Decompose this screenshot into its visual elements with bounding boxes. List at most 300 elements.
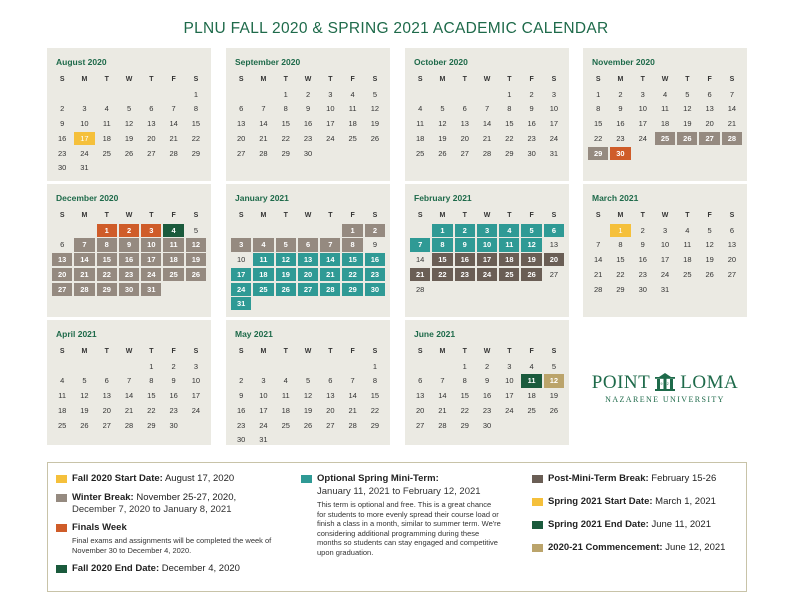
weekday-label: S <box>372 76 378 83</box>
weekday-label: F <box>350 76 355 83</box>
day-cell: 15 <box>147 391 156 401</box>
day-cell: 19 <box>683 119 692 129</box>
day-cell: 16 <box>616 119 625 129</box>
weekday-label: S <box>551 76 557 83</box>
day-cell: 23 <box>365 268 385 281</box>
day-cell: 17 <box>231 268 251 281</box>
day-cell: 21 <box>348 405 357 415</box>
day-cell: 17 <box>638 119 647 129</box>
legend-winter-label: Winter Break: <box>72 492 134 503</box>
day-cell: 24 <box>231 283 251 296</box>
empty-cell <box>141 88 161 101</box>
day-cell: 10 <box>236 255 246 265</box>
day-cell: 26 <box>186 268 206 281</box>
day-cell: 14 <box>320 253 340 266</box>
weekday-label: W <box>483 212 491 219</box>
day-cell: 7 <box>440 376 445 386</box>
day-cell: 26 <box>124 148 134 158</box>
day-cell: 2 <box>239 376 244 386</box>
weekday-label: T <box>104 212 109 219</box>
day-cell: 12 <box>370 104 380 114</box>
legend-mini-term <box>301 473 501 485</box>
day-cell: 15 <box>432 253 452 266</box>
day-cell: 13 <box>326 391 335 401</box>
day-cell: 30 <box>365 283 385 296</box>
day-cell: 9 <box>484 376 490 386</box>
weekday-label: W <box>125 212 133 219</box>
legend-swatch-end <box>56 565 67 573</box>
legend-swatch-mini <box>301 475 312 483</box>
month-title: August 2020 <box>56 57 107 67</box>
empty-cell <box>455 88 475 101</box>
day-cell: 25 <box>415 148 425 158</box>
day-cell: 31 <box>660 284 670 294</box>
day-cell: 26 <box>677 132 697 145</box>
day-cell: 29 <box>505 148 514 158</box>
day-cell: 18 <box>281 405 290 415</box>
legend-finals-label: Finals Week <box>72 522 127 533</box>
day-cell: 13 <box>52 253 72 266</box>
weekday-label: F <box>707 212 712 219</box>
day-cell: 4 <box>104 104 109 114</box>
day-cell: 24 <box>191 405 201 415</box>
day-cell: 10 <box>259 391 268 401</box>
legend-swatch-spring-start <box>532 498 543 506</box>
weekday-header <box>409 345 565 359</box>
day-cell: 28 <box>74 283 94 296</box>
day-cell: 23 <box>482 405 492 415</box>
weekday-label: F <box>171 212 176 219</box>
legend-winter-break <box>56 492 281 504</box>
day-cell: 31 <box>231 297 251 310</box>
day-cell: 14 <box>348 391 357 401</box>
day-grid <box>587 87 743 160</box>
weekday-label: S <box>59 212 65 219</box>
day-cell: 28 <box>169 148 178 158</box>
day-cell: 5 <box>707 225 712 235</box>
month-title: February 2021 <box>414 193 472 203</box>
day-cell: 11 <box>58 391 67 401</box>
day-cell: 14 <box>74 253 94 266</box>
month-title: June 2021 <box>414 329 456 339</box>
day-cell: 21 <box>593 269 603 279</box>
day-cell: 11 <box>661 104 669 114</box>
day-cell: 16 <box>57 133 67 143</box>
weekday-label: F <box>350 348 355 355</box>
weekday-label: T <box>685 212 690 219</box>
day-cell: 22 <box>97 268 117 281</box>
weekday-label: M <box>81 348 88 355</box>
day-cell: 27 <box>326 420 335 430</box>
day-cell: 26 <box>303 420 313 430</box>
day-cell: 15 <box>593 119 603 129</box>
day-cell: 23 <box>119 268 139 281</box>
legend-fall-start-value: August 17, 2020 <box>162 473 235 484</box>
day-cell: 23 <box>236 420 246 430</box>
day-cell: 24 <box>505 405 514 415</box>
day-cell: 16 <box>169 391 178 401</box>
weekday-header <box>230 209 386 223</box>
day-cell: 1 <box>462 361 467 371</box>
legend-mini-value: January 11, 2021 to February 12, 2021 <box>317 486 481 497</box>
day-cell: 11 <box>683 240 692 250</box>
empty-cell <box>74 224 94 237</box>
weekday-label: F <box>350 212 355 219</box>
day-cell: 4 <box>60 376 65 386</box>
day-cell: 18 <box>499 253 519 266</box>
empty-cell <box>253 360 273 373</box>
day-cell: 28 <box>124 420 134 430</box>
weekday-label: W <box>304 212 312 219</box>
day-cell: 8 <box>507 104 512 114</box>
weekday-label: S <box>193 212 199 219</box>
weekday-label: W <box>304 348 312 355</box>
day-grid <box>587 223 743 296</box>
day-cell: 13 <box>102 391 111 401</box>
day-cell: 10 <box>80 119 89 129</box>
day-cell: 4 <box>685 225 690 235</box>
weekday-label: T <box>104 348 109 355</box>
day-cell: 8 <box>283 104 288 114</box>
weekday-label: F <box>529 76 534 83</box>
weekday-label: S <box>59 76 65 83</box>
day-cell: 11 <box>253 253 273 266</box>
day-cell: 6 <box>60 240 65 250</box>
day-cell: 20 <box>102 405 111 415</box>
day-cell: 16 <box>303 119 313 129</box>
weekday-label: F <box>529 348 534 355</box>
empty-cell <box>410 88 430 101</box>
day-cell: 12 <box>124 119 134 129</box>
weekday-label: M <box>439 76 446 83</box>
day-cell: 18 <box>102 133 111 143</box>
day-cell: 29 <box>147 420 156 430</box>
day-cell: 20 <box>147 133 156 143</box>
legend-fall-start <box>56 473 281 485</box>
legend-commencement <box>532 542 742 554</box>
day-cell: 24 <box>141 268 161 281</box>
day-cell: 24 <box>549 133 559 143</box>
weekday-label: M <box>617 212 624 219</box>
weekday-label: F <box>171 348 176 355</box>
legend-finals-desc: Final exams and assignments will be completed the week of November 30 to December 4, 2020. <box>72 536 272 555</box>
day-cell: 23 <box>169 405 178 415</box>
weekday-label: S <box>372 212 378 219</box>
day-cell: 10 <box>326 104 335 114</box>
weekday-label: T <box>283 76 288 83</box>
day-cell: 20 <box>727 255 737 265</box>
legend-spring-end <box>532 519 742 531</box>
day-cell: 24 <box>326 133 335 143</box>
weekday-label: T <box>685 76 690 83</box>
month-february-2021 <box>405 184 569 317</box>
legend-fall-start-label: Fall 2020 Start Date: <box>72 473 163 484</box>
month-october-2020 <box>405 48 569 181</box>
day-cell: 19 <box>80 405 89 415</box>
day-cell: 18 <box>415 133 425 143</box>
day-cell: 9 <box>640 240 645 250</box>
day-cell: 23 <box>616 133 625 143</box>
empty-cell <box>477 88 497 101</box>
day-cell: 17 <box>326 119 335 129</box>
weekday-header <box>587 73 743 87</box>
day-cell: 11 <box>102 119 111 129</box>
weekday-label: S <box>238 76 244 83</box>
day-cell: 5 <box>193 225 199 235</box>
legend-column-3 <box>532 473 742 561</box>
empty-cell <box>432 360 452 373</box>
day-cell: 2 <box>60 104 65 114</box>
weekday-label: S <box>729 76 735 83</box>
day-cell: 13 <box>549 240 559 250</box>
logo-text-point: POINT <box>591 372 651 393</box>
day-cell: 14 <box>259 119 268 129</box>
weekday-label: S <box>238 348 244 355</box>
weekday-label: W <box>125 76 133 83</box>
legend-comm-value: June 12, 2021 <box>662 542 726 553</box>
day-cell: 30 <box>169 420 178 430</box>
weekday-header <box>230 345 386 359</box>
legend-winter-value: November 25-27, 2020, <box>133 492 237 503</box>
page-title: PLNU FALL 2020 & SPRING 2021 ACADEMIC CALENDAR <box>183 20 609 37</box>
day-cell: 25 <box>683 269 692 279</box>
day-cell: 3 <box>477 224 497 237</box>
day-cell: 21 <box>320 268 340 281</box>
legend-mini-label: Optional Spring Mini-Term: <box>317 473 439 484</box>
day-cell: 9 <box>372 240 378 250</box>
day-cell: 29 <box>588 147 608 160</box>
day-cell: 2 <box>365 224 385 237</box>
day-cell: 29 <box>281 148 290 158</box>
weekday-label: W <box>304 76 312 83</box>
day-cell: 17 <box>660 255 670 265</box>
day-cell: 8 <box>372 376 378 386</box>
day-cell: 28 <box>438 420 447 430</box>
day-cell: 12 <box>276 253 296 266</box>
weekday-label: W <box>483 76 491 83</box>
legend-mini-desc: This term is optional and free. This is a great chance for students to more evenly spread their course load or finish a class in a month, similar to summer term. We're considering additional programming during these months so students can stay engaged and competitive upon graduation. <box>317 500 501 557</box>
day-cell: 4 <box>283 376 288 386</box>
day-cell: 29 <box>460 420 469 430</box>
empty-cell <box>276 360 296 373</box>
weekday-label: S <box>595 212 601 219</box>
day-cell: 29 <box>616 284 625 294</box>
legend-swatch-finals <box>56 524 67 532</box>
day-cell: 18 <box>660 119 670 129</box>
empty-cell <box>74 88 94 101</box>
day-cell: 3 <box>640 89 645 99</box>
day-cell: 15 <box>191 119 201 129</box>
day-cell: 4 <box>418 104 423 114</box>
day-cell: 20 <box>52 268 72 281</box>
weekday-label: S <box>193 76 199 83</box>
day-cell: 8 <box>193 104 199 114</box>
day-grid <box>51 359 207 432</box>
legend-swatch-commencement <box>532 544 543 552</box>
day-cell: 26 <box>549 405 559 415</box>
day-cell: 31 <box>549 148 559 158</box>
day-cell: 6 <box>418 376 423 386</box>
day-cell: 25 <box>527 405 536 415</box>
day-cell: 10 <box>191 376 201 386</box>
day-cell: 20 <box>460 133 469 143</box>
day-cell: 19 <box>438 133 447 143</box>
day-cell: 15 <box>616 255 625 265</box>
day-cell: 3 <box>507 361 512 371</box>
day-cell: 10 <box>477 238 497 251</box>
day-cell: 9 <box>171 376 176 386</box>
day-cell: 13 <box>298 253 318 266</box>
lighthouse-icon <box>652 373 678 393</box>
day-cell: 25 <box>655 132 675 145</box>
legend-winter-value-2: December 7, 2020 to January 8, 2021 <box>72 504 232 515</box>
weekday-label: S <box>551 348 557 355</box>
day-cell: 20 <box>236 133 246 143</box>
month-title: November 2020 <box>592 57 655 67</box>
day-grid <box>230 223 386 311</box>
weekday-label: M <box>260 76 267 83</box>
day-cell: 21 <box>259 133 268 143</box>
weekday-label: F <box>529 212 534 219</box>
weekday-label: T <box>462 212 467 219</box>
day-cell: 19 <box>124 133 134 143</box>
weekday-label: T <box>462 76 467 83</box>
weekday-label: W <box>661 76 669 83</box>
day-cell: 19 <box>705 255 714 265</box>
day-cell: 14 <box>415 255 425 265</box>
day-cell: 12 <box>186 238 206 251</box>
weekday-header <box>51 345 207 359</box>
day-cell: 23 <box>527 133 536 143</box>
legend-column-2 <box>301 473 501 557</box>
day-grid <box>409 223 565 296</box>
day-cell: 7 <box>171 104 176 114</box>
empty-cell <box>410 360 430 373</box>
day-cell: 28 <box>259 148 268 158</box>
day-cell: 22 <box>593 133 603 143</box>
day-cell: 11 <box>163 238 183 251</box>
day-cell: 21 <box>727 119 737 129</box>
day-cell: 26 <box>521 268 541 281</box>
day-cell: 26 <box>276 283 296 296</box>
weekday-label: S <box>417 212 423 219</box>
day-cell: 7 <box>261 104 266 114</box>
weekday-label: T <box>149 348 154 355</box>
day-cell: 6 <box>149 104 154 114</box>
day-cell: 9 <box>119 238 139 251</box>
weekday-label: S <box>595 76 601 83</box>
day-cell: 31 <box>259 435 268 445</box>
empty-cell <box>52 224 72 237</box>
day-grid <box>230 359 386 447</box>
weekday-label: S <box>193 348 199 355</box>
legend-column-1 <box>56 473 281 582</box>
day-cell: 12 <box>521 238 541 251</box>
weekday-label: W <box>125 348 133 355</box>
day-grid <box>409 359 565 432</box>
empty-cell <box>97 360 117 373</box>
legend-fall-end-value: December 4, 2020 <box>159 563 240 574</box>
empty-cell <box>231 360 251 373</box>
day-cell: 25 <box>348 133 357 143</box>
day-cell: 28 <box>415 284 425 294</box>
empty-cell <box>74 360 94 373</box>
month-title: April 2021 <box>56 329 97 339</box>
weekday-label: T <box>283 212 288 219</box>
month-march-2021 <box>583 184 747 317</box>
day-cell: 29 <box>97 283 117 296</box>
legend-post-label: Post-Mini-Term Break: <box>548 473 649 484</box>
day-cell: 2 <box>305 89 311 99</box>
day-cell: 24 <box>660 269 670 279</box>
month-november-2020 <box>583 48 747 181</box>
day-cell: 21 <box>438 405 447 415</box>
day-cell: 5 <box>82 376 87 386</box>
day-cell: 30 <box>610 147 630 160</box>
day-cell: 16 <box>365 253 385 266</box>
empty-cell <box>320 360 340 373</box>
legend-swatch-break <box>56 494 67 502</box>
day-grid <box>409 87 565 160</box>
weekday-label: T <box>328 212 333 219</box>
month-title: December 2020 <box>56 193 119 203</box>
month-title: March 2021 <box>592 193 639 203</box>
day-cell: 17 <box>141 253 161 266</box>
day-cell: 8 <box>462 376 467 386</box>
day-cell: 6 <box>298 238 318 251</box>
weekday-label: M <box>81 76 88 83</box>
empty-cell <box>298 224 318 237</box>
day-cell: 19 <box>549 391 559 401</box>
day-cell: 25 <box>499 268 519 281</box>
day-cell: 28 <box>320 283 340 296</box>
weekday-label: S <box>238 212 244 219</box>
month-august-2020 <box>47 48 211 181</box>
day-cell: 23 <box>303 133 313 143</box>
weekday-label: S <box>372 348 378 355</box>
day-cell: 19 <box>186 253 206 266</box>
weekday-label: M <box>260 348 267 355</box>
day-cell: 12 <box>544 374 564 387</box>
day-cell: 18 <box>253 268 273 281</box>
day-cell: 12 <box>705 240 714 250</box>
day-cell: 23 <box>57 148 67 158</box>
day-cell: 4 <box>662 89 668 99</box>
day-cell: 12 <box>303 391 313 401</box>
day-cell: 27 <box>298 283 318 296</box>
legend-spring-end-label: Spring 2021 End Date: <box>548 519 649 530</box>
day-cell: 12 <box>683 104 692 114</box>
weekday-label: S <box>59 348 65 355</box>
day-cell: 19 <box>370 119 380 129</box>
day-cell: 9 <box>529 104 534 114</box>
day-cell: 6 <box>462 104 467 114</box>
weekday-label: T <box>640 212 645 219</box>
weekday-label: T <box>328 76 333 83</box>
day-cell: 31 <box>80 163 89 173</box>
legend-spring-start-label: Spring 2021 Start Date: <box>548 496 653 507</box>
day-cell: 16 <box>455 253 475 266</box>
day-cell: 1 <box>97 224 117 237</box>
day-grid <box>51 87 207 175</box>
day-cell: 29 <box>342 283 362 296</box>
day-cell: 11 <box>499 238 519 251</box>
day-cell: 22 <box>342 268 362 281</box>
empty-cell <box>298 360 318 373</box>
empty-cell <box>320 224 340 237</box>
day-cell: 14 <box>438 391 447 401</box>
weekday-label: M <box>617 76 624 83</box>
